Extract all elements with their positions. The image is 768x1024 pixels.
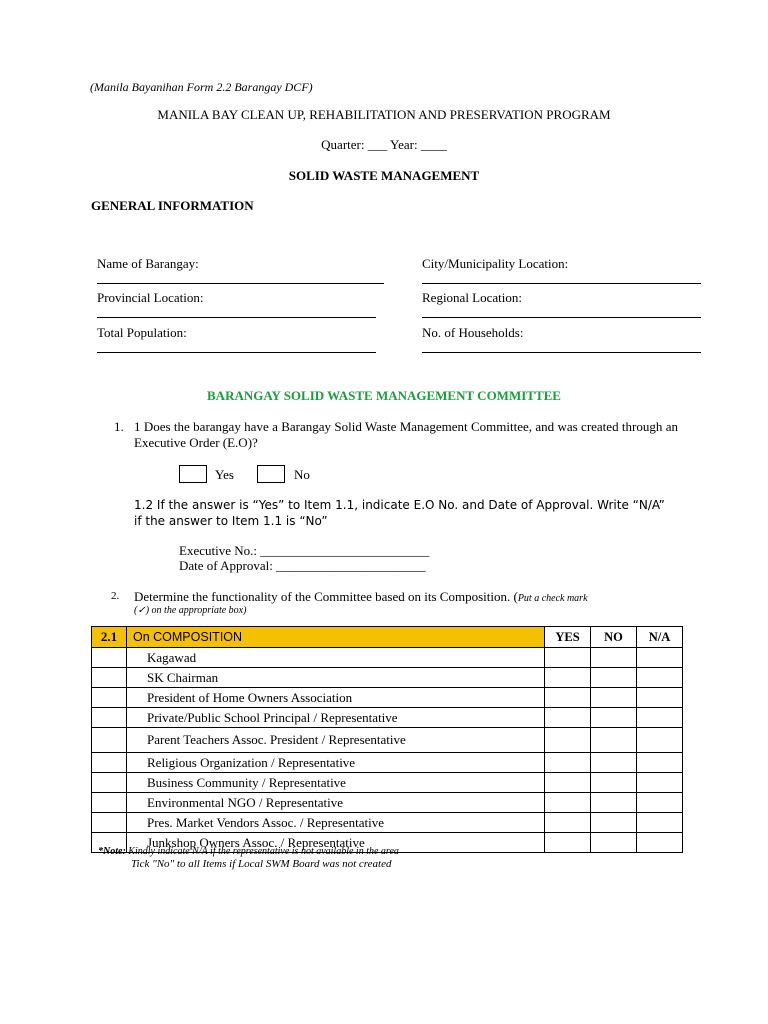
row-label: Junkshop Owners Assoc. / Representative (127, 833, 545, 853)
question-2-hint-open: ( (513, 589, 518, 604)
question-2-text (134, 589, 588, 605)
row-label: Business Community / Representative (127, 773, 545, 793)
question-1-2-line-1: 1.2 If the answer is “Yes” to Item 1.1, indicate E.O No. and Date of Approval. Write “N/A” (134, 498, 665, 512)
question-2-number: 2. (111, 590, 120, 602)
row-number-cell (92, 753, 127, 773)
row-number-cell (92, 793, 127, 813)
yes-cell[interactable] (545, 753, 591, 773)
na-cell[interactable] (637, 728, 683, 753)
question-1-number: 1. (114, 419, 124, 434)
note-2: Tick "No" to all Items if Local SWM Board was not created (131, 858, 392, 870)
field-line-barangay[interactable] (97, 283, 384, 284)
no-cell[interactable] (591, 648, 637, 668)
no-cell[interactable] (591, 753, 637, 773)
yes-cell[interactable] (545, 773, 591, 793)
na-cell[interactable] (637, 708, 683, 728)
field-label-city: City/Municipality Location: (422, 256, 569, 271)
no-cell[interactable] (591, 773, 637, 793)
field-label-population: Total Population: (97, 325, 187, 340)
question-1-2-line-2: if the answer to Item 1.1 is “No” (134, 514, 328, 528)
no-cell[interactable] (591, 688, 637, 708)
field-line-city[interactable] (422, 283, 701, 284)
row-label: Environmental NGO / Representative (127, 793, 545, 813)
yes-cell[interactable] (545, 793, 591, 813)
table-row (92, 753, 683, 773)
column-no: NO (591, 627, 637, 648)
table-row (92, 793, 683, 813)
field-label-barangay: Name of Barangay: (97, 256, 199, 271)
field-line-households[interactable] (422, 352, 701, 353)
executive-no-field[interactable]: Executive No.: __________________________ (179, 543, 430, 558)
row-label: Pres. Market Vendors Assoc. / Representative (127, 813, 545, 833)
yes-label: Yes (215, 467, 234, 482)
na-cell[interactable] (637, 648, 683, 668)
table-number: 2.1 (92, 627, 127, 648)
composition-table (91, 626, 683, 853)
note-label: *Note: (98, 846, 126, 857)
na-cell[interactable] (637, 688, 683, 708)
row-label: Kagawad (127, 648, 545, 668)
table-row (92, 773, 683, 793)
na-cell[interactable] (637, 813, 683, 833)
no-cell[interactable] (591, 833, 637, 853)
yes-cell[interactable] (545, 668, 591, 688)
table-header-row (92, 627, 683, 648)
note-text: Kindly indicate N/A if the representative is not available in the area (128, 846, 399, 857)
no-cell[interactable] (591, 728, 637, 753)
row-label: Religious Organization / Representative (127, 753, 545, 773)
yes-cell[interactable] (545, 813, 591, 833)
no-cell[interactable] (591, 708, 637, 728)
row-number-cell (92, 708, 127, 728)
na-cell[interactable] (637, 753, 683, 773)
quarter-year-line: Quarter: ___ Year: ____ (321, 137, 447, 152)
row-number-cell (92, 728, 127, 753)
yes-cell[interactable] (545, 648, 591, 668)
field-label-households: No. of Households: (422, 325, 524, 340)
field-label-province: Provincial Location: (97, 290, 204, 305)
na-cell[interactable] (637, 793, 683, 813)
field-line-population[interactable] (97, 352, 376, 353)
column-na: N/A (637, 627, 683, 648)
row-label: SK Chairman (127, 668, 545, 688)
no-label: No (294, 467, 310, 482)
row-number-cell (92, 668, 127, 688)
form-reference: (Manila Bayanihan Form 2.2 Barangay DCF) (90, 80, 313, 94)
field-line-province[interactable] (97, 317, 376, 318)
table-row (92, 728, 683, 753)
row-number-cell (92, 813, 127, 833)
yes-cell[interactable] (545, 728, 591, 753)
section-title: SOLID WASTE MANAGEMENT (288, 168, 480, 183)
table-title: On COMPOSITION (127, 627, 545, 648)
field-label-region: Regional Location: (422, 290, 523, 305)
no-cell[interactable] (591, 668, 637, 688)
row-number-cell (92, 688, 127, 708)
committee-heading: BARANGAY SOLID WASTE MANAGEMENT COMMITTEE (207, 388, 561, 403)
no-cell[interactable] (591, 813, 637, 833)
date-approval-field[interactable]: Date of Approval: _______________________ (179, 558, 426, 573)
na-cell[interactable] (637, 668, 683, 688)
question-2-hint-line-2: (✓) on the appropriate box) (134, 605, 247, 616)
column-yes: YES (545, 627, 591, 648)
question-1-text: 1 Does the barangay have a Barangay Solid Waste Management Committee, and was created through an Executive Order (E.O)? (134, 419, 678, 450)
field-line-region[interactable] (422, 317, 701, 318)
yes-cell[interactable] (545, 708, 591, 728)
row-number-cell (92, 773, 127, 793)
row-label: Private/Public School Principal / Representative (127, 708, 545, 728)
question-2-hint: Put a check mark (517, 593, 588, 604)
row-number-cell (92, 648, 127, 668)
table-row (92, 813, 683, 833)
row-label: Parent Teachers Assoc. President / Representative (127, 728, 545, 753)
table-row (92, 668, 683, 688)
table-row (92, 708, 683, 728)
table-row (92, 688, 683, 708)
yes-cell[interactable] (545, 688, 591, 708)
yes-checkbox[interactable] (179, 465, 207, 483)
row-label: President of Home Owners Association (127, 688, 545, 708)
note (98, 846, 399, 857)
yes-cell[interactable] (545, 833, 591, 853)
na-cell[interactable] (637, 833, 683, 853)
no-cell[interactable] (591, 793, 637, 813)
question-2-main: Determine the functionality of the Committee based on its Composition. (134, 589, 511, 604)
general-info-heading: GENERAL INFORMATION (91, 198, 254, 213)
no-checkbox[interactable] (257, 465, 285, 483)
table-row (92, 648, 683, 668)
program-title: MANILA BAY CLEAN UP, REHABILITATION AND PRESERVATION PROGRAM (157, 107, 611, 122)
na-cell[interactable] (637, 773, 683, 793)
